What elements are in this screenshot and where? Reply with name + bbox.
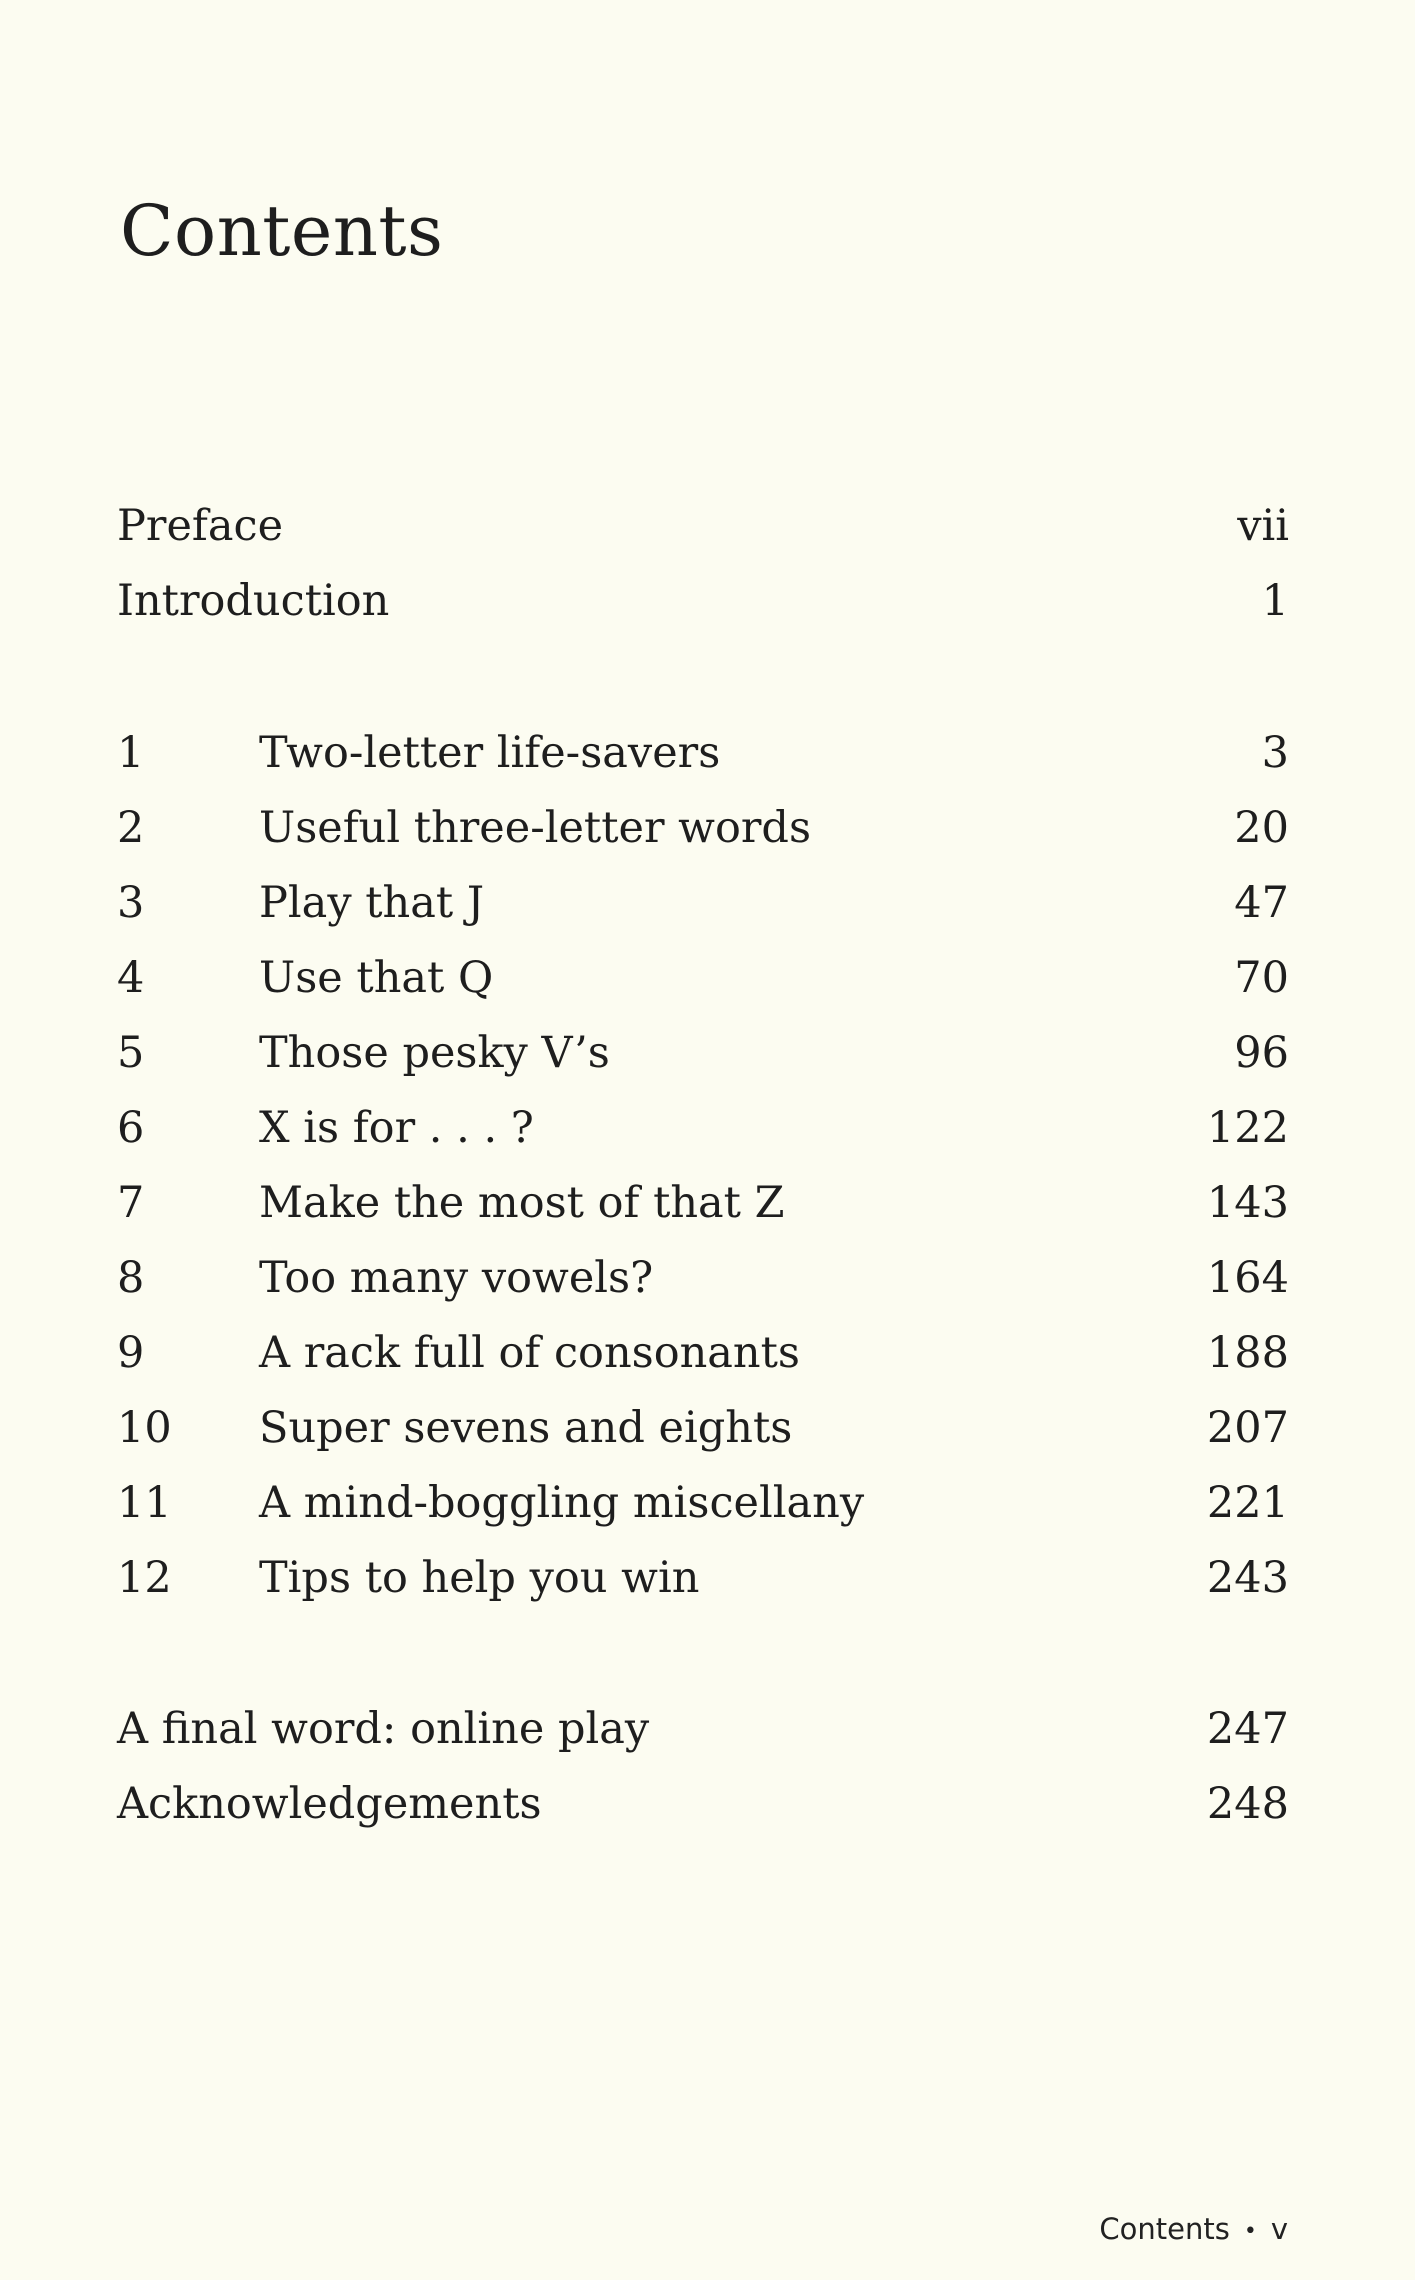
- entry-page-number: vii: [1237, 501, 1289, 551]
- entry-page-number: 248: [1206, 1779, 1289, 1829]
- entry-title: A mind-boggling miscellany: [259, 1478, 865, 1528]
- entry-title: A final word: online play: [117, 1704, 650, 1754]
- chapter-entry: [117, 1466, 1289, 1541]
- chapter-list: [117, 716, 1289, 1616]
- entry-page-number: 243: [1206, 1553, 1289, 1603]
- chapter-number: 2: [117, 803, 145, 853]
- footer-section: Contents: [1099, 2212, 1230, 2246]
- running-footer: [1099, 2212, 1288, 2246]
- chapter-number: 10: [117, 1403, 172, 1453]
- entry-title: Use that Q: [259, 953, 494, 1003]
- entry-page-number: 164: [1206, 1253, 1289, 1303]
- front-matter-list: [117, 489, 1289, 639]
- entry-title: Preface: [117, 501, 284, 551]
- toc-entry: [117, 1692, 1289, 1767]
- toc-entry: [117, 1767, 1289, 1842]
- entry-page-number: 122: [1206, 1103, 1289, 1153]
- chapter-number: 9: [117, 1328, 145, 1378]
- entry-page-number: 143: [1206, 1178, 1289, 1228]
- entry-page-number: 20: [1234, 803, 1289, 853]
- entry-page-number: 1: [1261, 576, 1289, 626]
- toc-entry: [117, 564, 1289, 639]
- chapter-number: 3: [117, 878, 145, 928]
- footer-page-number: v: [1270, 2212, 1288, 2246]
- chapter-entry: [117, 791, 1289, 866]
- entry-title: X is for . . . ?: [259, 1103, 534, 1153]
- back-matter-list: [117, 1692, 1289, 1842]
- entry-title: Too many vowels?: [259, 1253, 654, 1303]
- entry-title: Two-letter life-savers: [259, 728, 721, 778]
- chapter-number: 11: [117, 1478, 172, 1528]
- entry-title: Introduction: [117, 576, 390, 626]
- chapter-entry: [117, 1091, 1289, 1166]
- entry-page-number: 3: [1261, 728, 1289, 778]
- entry-page-number: 96: [1234, 1028, 1289, 1078]
- chapter-entry: [117, 866, 1289, 941]
- chapter-entry: [117, 1391, 1289, 1466]
- entry-title: Useful three-letter words: [259, 803, 812, 853]
- entry-title: A rack full of consonants: [259, 1328, 800, 1378]
- chapter-number: 4: [117, 953, 145, 1003]
- entry-title: Tips to help you win: [259, 1553, 700, 1603]
- chapter-entry: [117, 1016, 1289, 1091]
- entry-page-number: 70: [1234, 953, 1289, 1003]
- entry-page-number: 247: [1206, 1704, 1289, 1754]
- chapter-number: 8: [117, 1253, 145, 1303]
- footer-separator: •: [1243, 2218, 1257, 2244]
- chapter-entry: [117, 716, 1289, 791]
- entry-page-number: 188: [1206, 1328, 1289, 1378]
- chapter-entry: [117, 1241, 1289, 1316]
- page-title: Contents: [120, 190, 444, 272]
- chapter-number: 5: [117, 1028, 145, 1078]
- chapter-number: 12: [117, 1553, 172, 1603]
- chapter-number: 1: [117, 728, 145, 778]
- entry-title: Those pesky V’s: [259, 1028, 610, 1078]
- chapter-number: 7: [117, 1178, 145, 1228]
- toc-entry: [117, 489, 1289, 564]
- chapter-entry: [117, 1316, 1289, 1391]
- chapter-entry: [117, 1541, 1289, 1616]
- entry-page-number: 47: [1234, 878, 1289, 928]
- chapter-entry: [117, 941, 1289, 1016]
- entry-title: Make the most of that Z: [259, 1178, 785, 1228]
- chapter-entry: [117, 1166, 1289, 1241]
- entry-title: Play that J: [259, 878, 485, 928]
- entry-title: Super sevens and eights: [259, 1403, 793, 1453]
- chapter-number: 6: [117, 1103, 145, 1153]
- entry-page-number: 207: [1206, 1403, 1289, 1453]
- entry-page-number: 221: [1206, 1478, 1289, 1528]
- entry-title: Acknowledgements: [117, 1779, 542, 1829]
